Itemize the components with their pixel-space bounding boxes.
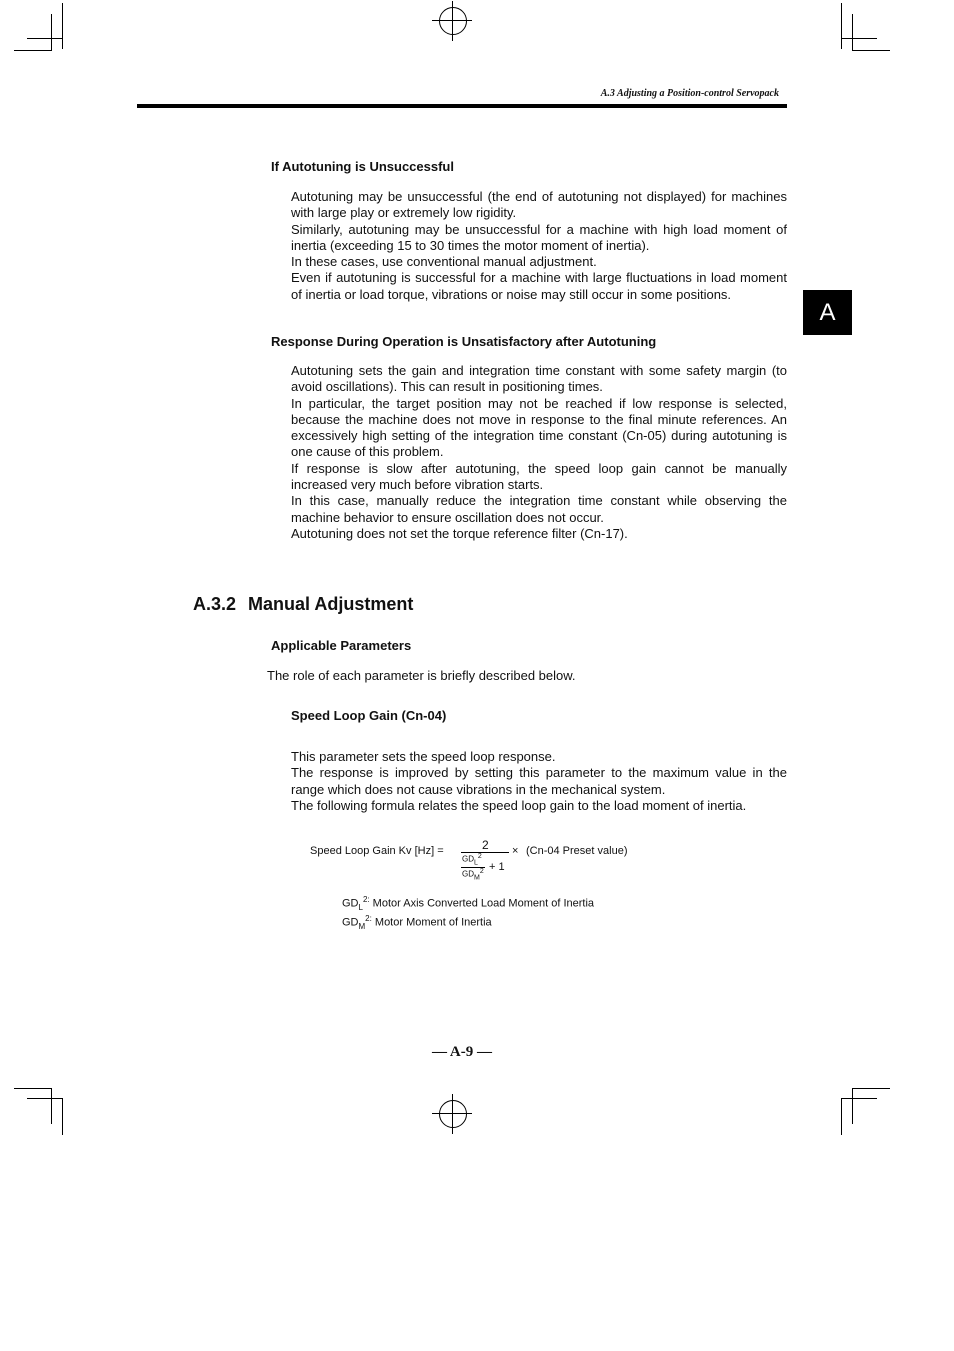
formula-rhs: (Cn-04 Preset value) (526, 845, 628, 857)
crop-mark (27, 1098, 63, 1099)
crop-mark (14, 1088, 51, 1089)
section2-body (291, 363, 787, 542)
crop-mark (852, 1088, 890, 1089)
crop-mark (841, 38, 877, 39)
inner-denominator: $GD_M^2$ (462, 868, 484, 882)
crop-mark (852, 1088, 853, 1124)
paragraph: Autotuning sets the gain and integration time constant with some safety margin (to avoid oscillations). This can result in positioning times. (291, 363, 787, 395)
section-heading-response-unsatisfactory: Response During Operation is Unsatisfactory after Autotuning (271, 334, 657, 349)
formula-lhs: Speed Loop Gain Kv [Hz] = (310, 845, 444, 857)
header-rule (137, 104, 787, 108)
crop-mark (841, 3, 842, 49)
crop-mark (51, 14, 52, 51)
paragraph: Autotuning does not set the torque reference filter (Cn-17). (291, 525, 628, 541)
registration-mark (439, 1100, 467, 1128)
param-heading-speed-loop-gain: Speed Loop Gain (Cn-04) (291, 708, 447, 723)
definition-gdm: $GD_M^{2:}$ Motor Moment of Inertia (342, 914, 492, 931)
registration-mark (452, 1094, 453, 1134)
paragraph: The response is improved by setting this parameter to the maximum value in the range which does not cause vibrations in the mechanical system. (291, 765, 787, 797)
inner-numerator: $GD_L^2$ (462, 853, 482, 867)
appendix-tab (803, 290, 852, 335)
definition-gdl: $GD_L^{2:}$ Motor Axis Converted Load Moment of Inertia (342, 895, 595, 912)
paragraph: Similarly, autotuning may be unsuccessful for a machine with high load moment of inertia (exceeding 15 to 30 times the motor moment of inertia). (291, 221, 787, 253)
crop-mark (51, 1088, 52, 1124)
crop-mark (62, 1098, 63, 1135)
paragraph: In this case, manually reduce the integration time constant while observing the machine behavior to ensure oscillation does not occur. (291, 493, 787, 525)
section1-body (291, 189, 787, 303)
appendix-tab-label: A (819, 298, 836, 326)
section-title: Manual Adjustment (248, 594, 414, 614)
paragraph: Even if autotuning is successful for a machine with large fluctuations in load moment of inertia or load torque, vibrations or noise may still occur in some positions. (291, 270, 787, 302)
running-header: A.3 Adjusting a Position-control Servopack (600, 88, 779, 99)
registration-mark (452, 1, 453, 41)
section3-body (291, 749, 787, 814)
paragraph: In particular, the target position may not be reached if low response is selected, because the machine does not move in response to the final minute references. An excessively high setting of the integration time constant (Cn-05) during autotuning is one cause of this problem. (291, 395, 787, 460)
crop-mark (841, 1098, 877, 1099)
paragraph: If response is slow after autotuning, the speed loop gain cannot be manually increased very much before vibration starts. (291, 460, 787, 493)
section-title-manual-adjustment (193, 594, 413, 615)
crop-mark (841, 1098, 842, 1135)
formula-numerator: 2 (482, 838, 489, 852)
registration-mark (439, 7, 467, 35)
paragraph: The following formula relates the speed loop gain to the load moment of inertia. (291, 797, 747, 813)
formula-plus-one: + 1 (489, 861, 505, 873)
paragraph: This parameter sets the speed loop response. (291, 749, 556, 764)
paragraph: Autotuning may be unsuccessful (the end of autotuning not displayed) for machines with large play or extremely low rigidity. (291, 189, 787, 221)
crop-mark (852, 14, 853, 51)
paragraph: In these cases, use conventional manual adjustment. (291, 254, 597, 270)
subheading-applicable-parameters: Applicable Parameters (271, 638, 412, 653)
crop-mark (62, 3, 63, 49)
section-heading-autotuning-unsuccessful: If Autotuning is Unsuccessful (271, 159, 454, 174)
crop-mark (27, 38, 63, 39)
page-number: — A-9 — (432, 1044, 492, 1060)
intro-text: The role of each parameter is briefly described below. (267, 668, 576, 683)
formula-times: × (512, 845, 519, 857)
section-number: A.3.2 (193, 594, 237, 614)
crop-mark (14, 50, 51, 51)
crop-mark (852, 50, 890, 51)
